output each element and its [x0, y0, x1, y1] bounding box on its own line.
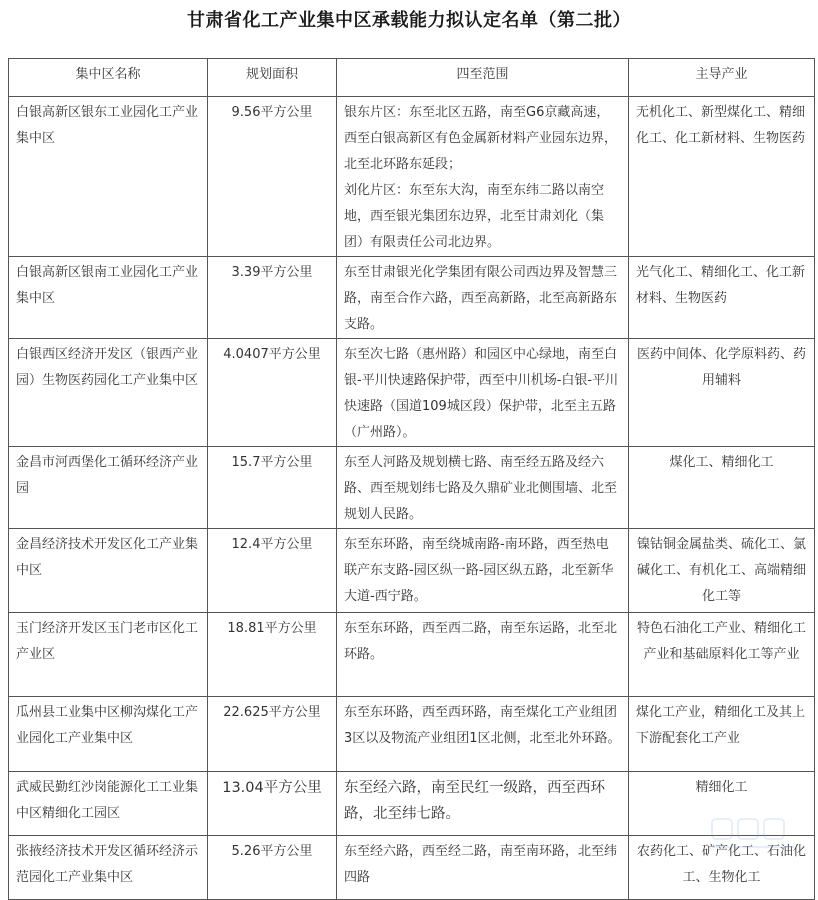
- table-row: [9, 529, 815, 613]
- cell-scope: 东至经六路，南至民红一级路，西至西环路，北至纬七路。: [337, 772, 629, 836]
- cell-scope: 东至东环路，南至绕城南路-南环路，西至热电联产东支路-园区纵一路-园区纵五路，北至新华大道-西宁路。: [337, 529, 629, 613]
- header-industry: 主导产业: [629, 59, 815, 97]
- cell-scope: 银东片区：东至北区五路，南至G6京藏高速，西至白银高新区有色金属新材料产业园东边界，北至北环路东延段； 刘化片区：东至东大沟，南至东纬二路以南空地，西至银光集团东边界，北至甘肃刘化（集团）有限责任公司北边界。: [337, 97, 629, 257]
- cell-name: 瓜州县工业集中区柳沟煤化工产业园化工产业集中区: [9, 697, 208, 772]
- cell-name: 金昌经济技术开发区化工产业集中区: [9, 529, 208, 613]
- header-name: 集中区名称: [9, 59, 208, 97]
- cell-area: 5.26平方公里: [208, 836, 337, 900]
- table-header-row: [9, 59, 815, 97]
- cell-industry: 农药化工、矿产化工、石油化工、生物化工: [629, 836, 815, 900]
- table-row: [9, 257, 815, 339]
- cell-industry: 煤化工、精细化工: [629, 447, 815, 529]
- cell-name: 白银高新区银东工业园化工产业集中区: [9, 97, 208, 257]
- cell-area: 3.39平方公里: [208, 257, 337, 339]
- cell-industry: 无机化工、新型煤化工、精细化工、化工新材料、生物医药: [629, 97, 815, 257]
- table-row: [9, 339, 815, 447]
- cell-name: 白银西区经济开发区（银西产业园）生物医药园化工产业集中区: [9, 339, 208, 447]
- cell-scope: 东至人河路及规划横七路、南至经五路及经六路、西至规划纬七路及久鼎矿业北侧围墙、北至规划人民路。: [337, 447, 629, 529]
- table-row: [9, 697, 815, 772]
- page-title: 甘肃省化工产业集中区承载能力拟认定名单（第二批）: [187, 10, 631, 31]
- cell-name: 白银高新区银南工业园化工产业集中区: [9, 257, 208, 339]
- cell-area: 4.0407平方公里: [208, 339, 337, 447]
- designation-table: [8, 58, 815, 900]
- cell-industry: 医药中间体、化学原料药、药用辅料: [629, 339, 815, 447]
- cell-industry: 精细化工: [629, 772, 815, 836]
- cell-industry: 镍钴铜金属盐类、硫化工、氯碱化工、有机化工、高端精细化工等: [629, 529, 815, 613]
- cell-area: 13.04平方公里: [208, 772, 337, 836]
- cell-industry: 煤化工产业，精细化工及其上下游配套化工产业: [629, 697, 815, 772]
- cell-scope: 东至东环路，西至西二路，南至东运路，北至北环路。: [337, 613, 629, 697]
- cell-area: 22.625平方公里: [208, 697, 337, 772]
- cell-scope: 东至东环路，西至西环路，南至煤化工产业组团3区以及物流产业组团1区北侧，北至北外环路。: [337, 697, 629, 772]
- cell-name: 武威民勤红沙岗能源化工工业集中区精细化工园区: [9, 772, 208, 836]
- cell-industry: 特色石油化工产业、精细化工产业和基础原料化工等产业: [629, 613, 815, 697]
- table-row: [9, 97, 815, 257]
- cell-area: 12.4平方公里: [208, 529, 337, 613]
- cell-name: 张掖经济技术开发区循环经济示范园化工产业集中区: [9, 836, 208, 900]
- header-scope: 四至范围: [337, 59, 629, 97]
- table-row: [9, 772, 815, 836]
- cell-scope: 东至甘肃银光化学集团有限公司西边界及智慧三路，南至合作六路，西至高新路，北至高新路东支路。: [337, 257, 629, 339]
- cell-name: 玉门经济开发区玉门老市区化工产业区: [9, 613, 208, 697]
- cell-industry: 光气化工、精细化工、化工新材料、生物医药: [629, 257, 815, 339]
- header-area: 规划面积: [208, 59, 337, 97]
- cell-name: 金昌市河西堡化工循环经济产业园: [9, 447, 208, 529]
- table-row: [9, 613, 815, 697]
- cell-area: 9.56平方公里: [208, 97, 337, 257]
- table-row: [9, 836, 815, 900]
- cell-area: 18.81平方公里: [208, 613, 337, 697]
- cell-area: 15.7平方公里: [208, 447, 337, 529]
- cell-scope: 东至经六路，西至经二路，南至南环路，北至纬四路: [337, 836, 629, 900]
- table-row: [9, 447, 815, 529]
- cell-scope: 东至次七路（惠州路）和园区中心绿地，南至白银-平川快速路保护带，西至中川机场-白银-平川快速路（国道109城区段）保护带，北至主五路（广州路）。: [337, 339, 629, 447]
